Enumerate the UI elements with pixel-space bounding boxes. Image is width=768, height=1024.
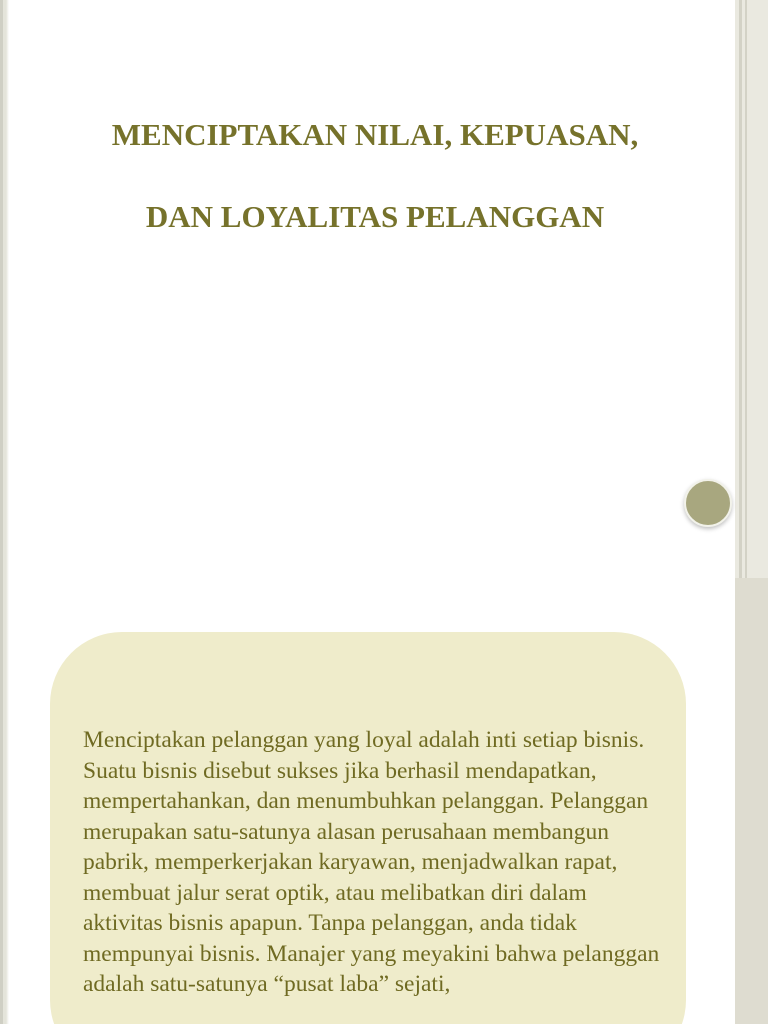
panel-lower-section [735,578,768,1024]
slide-title-line-2: DAN LOYALITAS PELANGGAN [145,199,605,234]
right-side-panel [735,0,768,1024]
body-paragraph: Menciptakan pelanggan yang loyal adalah inti setiap bisnis. Suatu bisnis disebut sukses jika berhasil mendapatkan, mempertahankan, dan menumbuhkan pelanggan. Pelanggan merupakan satu-satunya alasan perusahaan membangun pabrik, memperkerjakan karyawan, menjadwalkan rapat, membuat jalur serat optik, atau melibatkan diri dalam aktivitas bisnis apapun. Tanpa pelanggan, anda tidak mempunyai bisnis. Manajer yang meyakini bahwa pelanggan adalah satu-satunya “pusat laba” sejati, [83,727,660,997]
slide-title-line-1: MENCIPTAKAN NILAI, KEPUASAN, [111,117,639,152]
decorative-circle-knob [684,479,732,527]
left-border [0,0,9,1024]
slide-title [20,94,730,258]
